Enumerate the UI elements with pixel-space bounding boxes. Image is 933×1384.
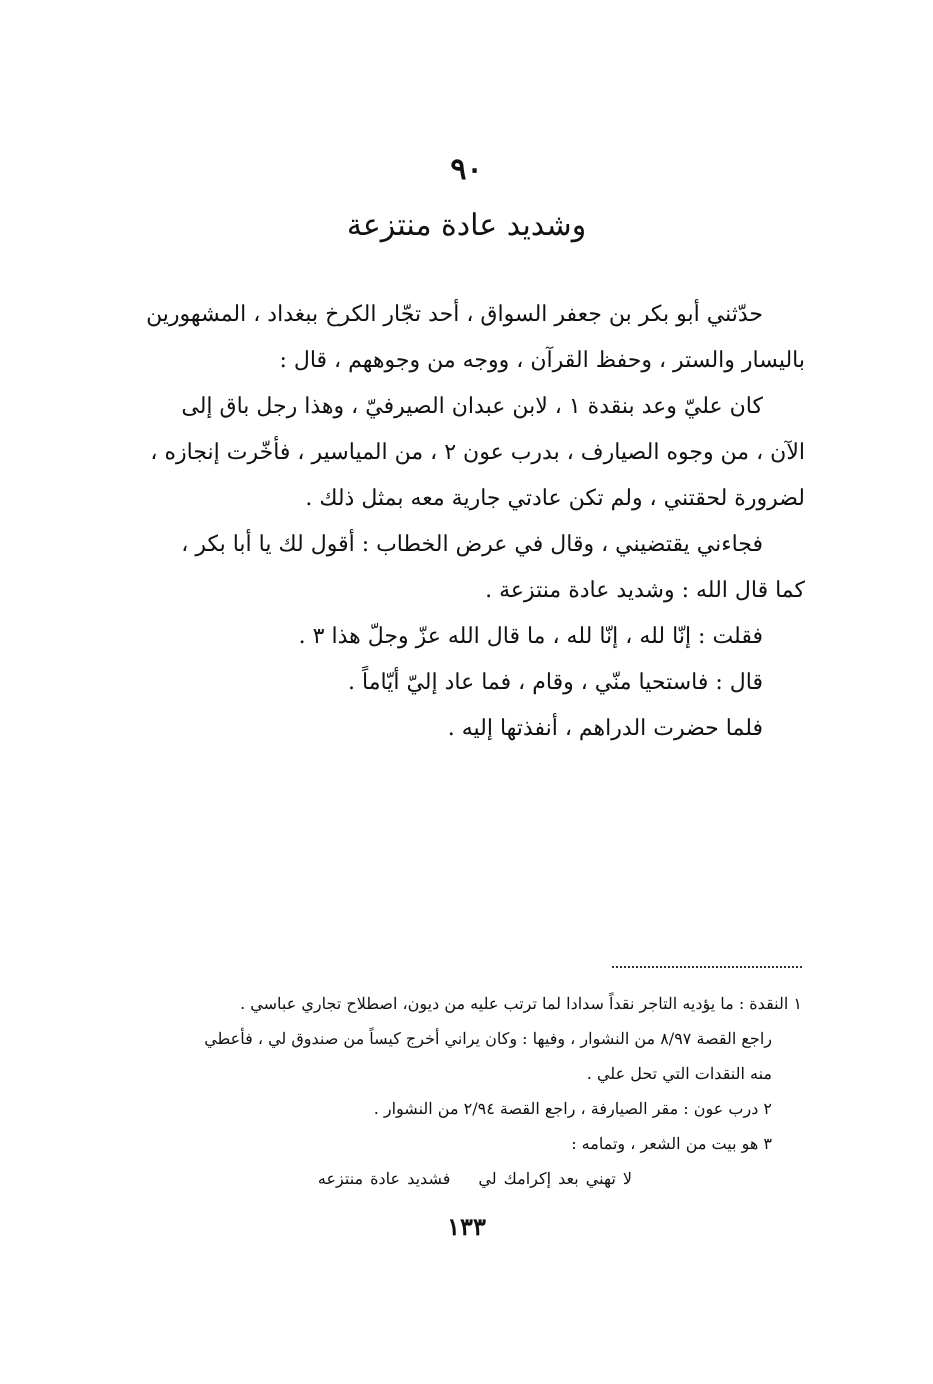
footnote-line: ٢ درب عون : مقر الصيارفة ، راجع القصة ٢/٩٤ من النشوار . — [373, 1099, 772, 1118]
verse-first-hemistich: لا تهني بعد إكرامك لي — [478, 1169, 632, 1188]
body-line: فجاءني يقتضيني ، وقال في عرض الخطاب : أقول لك يا أبا بكر ، — [181, 532, 763, 557]
body-line: كان عليّ وعد بنقدة ١ ، لابن عبدان الصيرفيّ ، وهذا رجل باق إلى — [181, 394, 763, 419]
footnote-line: منه النقدات التي تحل علي . — [586, 1064, 772, 1083]
body-line: فلما حضرت الدراهم ، أنفذتها إليه . — [447, 716, 763, 741]
page-number: ١٣٣ — [447, 1212, 486, 1241]
body-line: باليسار والستر ، وحفظ القرآن ، ووجه من وجوههم ، قال : — [279, 348, 805, 373]
body-line: الآن ، من وجوه الصيارف ، بدرب عون ٢ ، من المياسير ، فأخّرت إنجازه ، — [150, 440, 805, 465]
footnotes — [130, 986, 802, 1196]
story-number: ٩٠ — [450, 152, 483, 187]
body-line: قال : فاستحيا منّي ، وقام ، فما عاد إليّ أيّاماً . — [348, 670, 763, 695]
story-title: وشديد عادة منتزعة — [346, 208, 587, 243]
footnote-line: ٣ هو بيت من الشعر ، وتمامه : — [571, 1134, 772, 1153]
body-line: لضرورة لحقتني ، ولم تكن عادتي جارية معه بمثل ذلك . — [305, 486, 805, 511]
body-line: حدّثني أبو بكر بن جعفر السواق ، أحد تجّار الكرخ ببغداد ، المشهورين — [146, 302, 763, 327]
body-line: كما قال الله : وشديد عادة منتزعة . — [485, 578, 805, 603]
footnote-divider — [612, 966, 802, 968]
story-body — [130, 292, 805, 752]
verse-second-hemistich: فشديد عادة منتزعه — [317, 1169, 451, 1188]
footnote-line: راجع القصة ٨/٩٧ من النشوار ، وفيها : وكان يراني أخرج كيساً من صندوق لي ، فأعطي — [204, 1029, 772, 1048]
footnote-verse — [130, 1161, 802, 1196]
footnote-line: ١ النقدة : ما يؤديه التاجر نقداً سدادا لما ترتب عليه من ديون، اصطلاح تجاري عباسي . — [240, 994, 802, 1013]
body-line: فقلت : إنّا لله ، إنّا لله ، ما قال الله عزّ وجلّ هذا ٣ . — [298, 624, 763, 649]
